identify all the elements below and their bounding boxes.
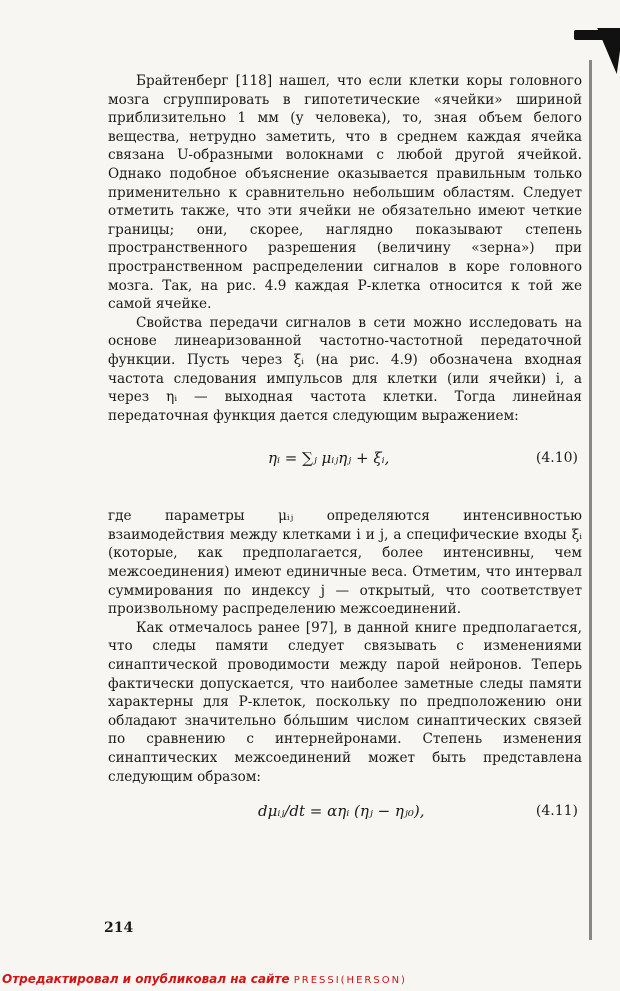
formula-4-11 (108, 796, 582, 830)
corner-bar (574, 30, 612, 40)
formula-4-10-expression: ηᵢ = ∑ⱼ μᵢⱼηⱼ + ξᵢ, (268, 449, 390, 468)
footer-credit (2, 972, 407, 986)
paragraph-3: где параметры μᵢⱼ определяются интенсивностью взаимодействия между клетками i и j, а специфические входы ξᵢ (которые, как предполагается, более интенсивны, чем межсоединения) имеют единичные веса. Отметим, что интервал суммирования по индексу j — открытый, что соответствует произвольному распределению межсоединений. (108, 508, 582, 618)
paragraph-2: Свойства передачи сигналов в сети можно исследовать на основе линеаризованной частотно-частотной передаточной функции. Пусть через ξᵢ (на рис. 4.9) обозначена входная частота следования импульсов для клетки (или ячейки) i, а через ηᵢ — выходная частота клетки. Тогда линейная передаточная функция дается следующим выражением: (108, 314, 582, 424)
formula-4-10-number: (4.10) (535, 450, 578, 467)
footer-text: Отредактировал и опубликовал на сайте (2, 972, 290, 986)
page-number: 214 (104, 920, 134, 936)
formula-4-10 (108, 439, 582, 489)
paragraph-4: Как отмечалось ранее [97], в данной книге предполагается, что следы памяти следует связывать с изменениями синаптической проводимости между парой нейронов. Теперь фактически допускается, что наиболее заметные следы памяти характерны для Р-клеток, поскольку по предположению они обладают значительно бо́льшим числом синаптических связей по сравнению с интернейронами. Степень изменения синаптических межсоединений может быть представлена следующим образом: (108, 619, 582, 785)
formula-4-11-expression: dμᵢⱼ/dt = αηᵢ (ηⱼ − ηⱼ₀), (258, 802, 425, 821)
body-text (108, 72, 582, 830)
formula-4-11-number: (4.11) (535, 803, 578, 820)
page-edge-rule (589, 60, 592, 940)
footer-site[interactable]: PRESSI(HERSON) (293, 975, 407, 986)
paragraph-1: Брайтенберг [118] нашел, что если клетки коры головного мозга сгруппировать в гипотетические «ячейки» шириной приблизительно 1 мм (у человека), то, зная объем белого вещества, нетрудно заметить, что в среднем каждая ячейка связана U-образными волокнами с любой другой ячейкой. Однако подобное объяснение оказывается правильным только применительно к сравнительно небольшим областям. Следует отметить также, что эти ячейки не обязательно имеют четкие границы; они, скорее, наглядно показывают степень пространственного разрешения (величину «зерна») при пространственном распределении сигналов в коре головного мозга. Так, на рис. 4.9 каждая Р-клетка относится к той же самой ячейке. (108, 73, 582, 313)
